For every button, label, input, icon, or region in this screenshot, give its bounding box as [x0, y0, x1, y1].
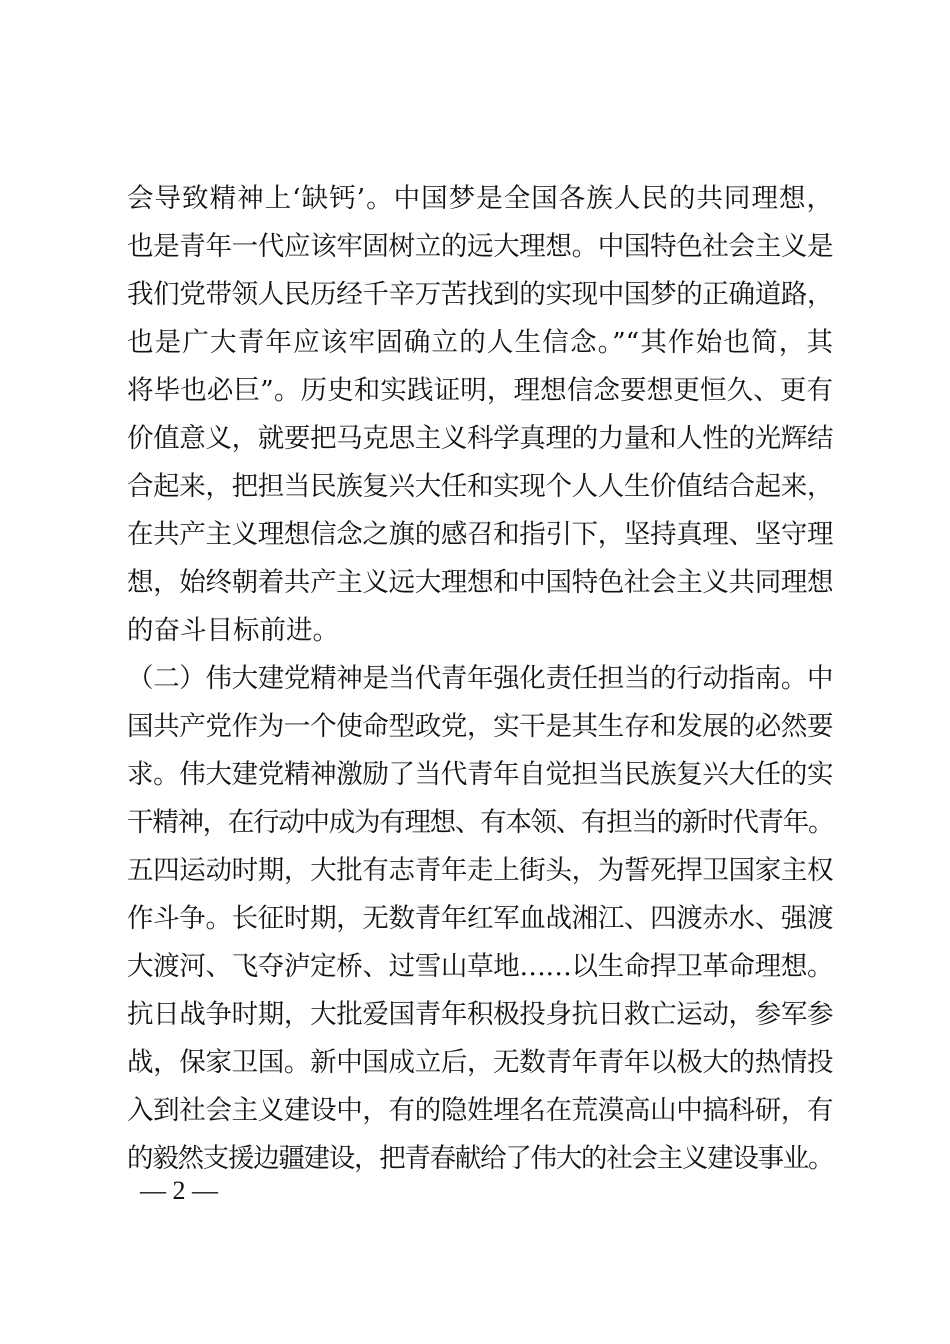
text-line: 会导致精神上‘缺钙’。中国梦是全国各族人民的共同理想，: [127, 183, 833, 214]
text-line: 大渡河、飞夺泸定桥、过雪山草地……以生命捍卫革命理想。: [127, 951, 833, 982]
text-line: 想，始终朝着共产主义远大理想和中国特色社会主义共同理想: [127, 567, 833, 598]
text-line: 求。伟大建党精神激励了当代青年自觉担当民族复兴大任的实: [127, 759, 833, 790]
text-line: 作斗争。长征时期，无数青年红军血战湘江、四渡赤水、强渡: [127, 903, 833, 934]
section-heading-line: （二）伟大建党精神是当代青年强化责任担当的行动指南。中: [127, 663, 833, 694]
text-line: 在共产主义理想信念之旗的感召和指引下，坚持真理、坚守理: [127, 519, 833, 550]
text-line: 也是青年一代应该牢固树立的远大理想。中国特色社会主义是: [127, 231, 833, 262]
text-line: 五四运动时期，大批有志青年走上街头，为誓死捍卫国家主权: [127, 855, 833, 886]
text-line: 抗日战争时期，大批爱国青年积极投身抗日救亡运动，参军参: [127, 999, 833, 1030]
text-line: 的奋斗目标前进。: [127, 615, 339, 646]
text-line: 也是广大青年应该牢固确立的人生信念。”“其作始也简，其: [127, 327, 833, 358]
text-line: 入到社会主义建设中，有的隐姓埋名在荒漠高山中搞科研，有: [127, 1095, 833, 1126]
text-line: 我们党带领人民历经千辛万苦找到的实现中国梦的正确道路，: [127, 279, 833, 310]
text-line: 干精神，在行动中成为有理想、有本领、有担当的新时代青年。: [127, 807, 833, 838]
text-line: 的毅然支援边疆建设，把青春献给了伟大的社会主义建设事业。: [127, 1143, 833, 1174]
text-line: 将毕也必巨”。历史和实践证明，理想信念要想更恒久、更有: [127, 375, 833, 406]
page-number: — 2 —: [140, 1176, 218, 1205]
text-line: 合起来，把担当民族复兴大任和实现个人人生价值结合起来，: [127, 471, 833, 502]
text-line: 价值意义，就要把马克思主义科学真理的力量和人性的光辉结: [127, 423, 833, 454]
text-line: 战，保家卫国。新中国成立后，无数青年青年以极大的热情投: [127, 1047, 833, 1078]
text-line: 国共产党作为一个使命型政党，实干是其生存和发展的必然要: [127, 711, 833, 742]
